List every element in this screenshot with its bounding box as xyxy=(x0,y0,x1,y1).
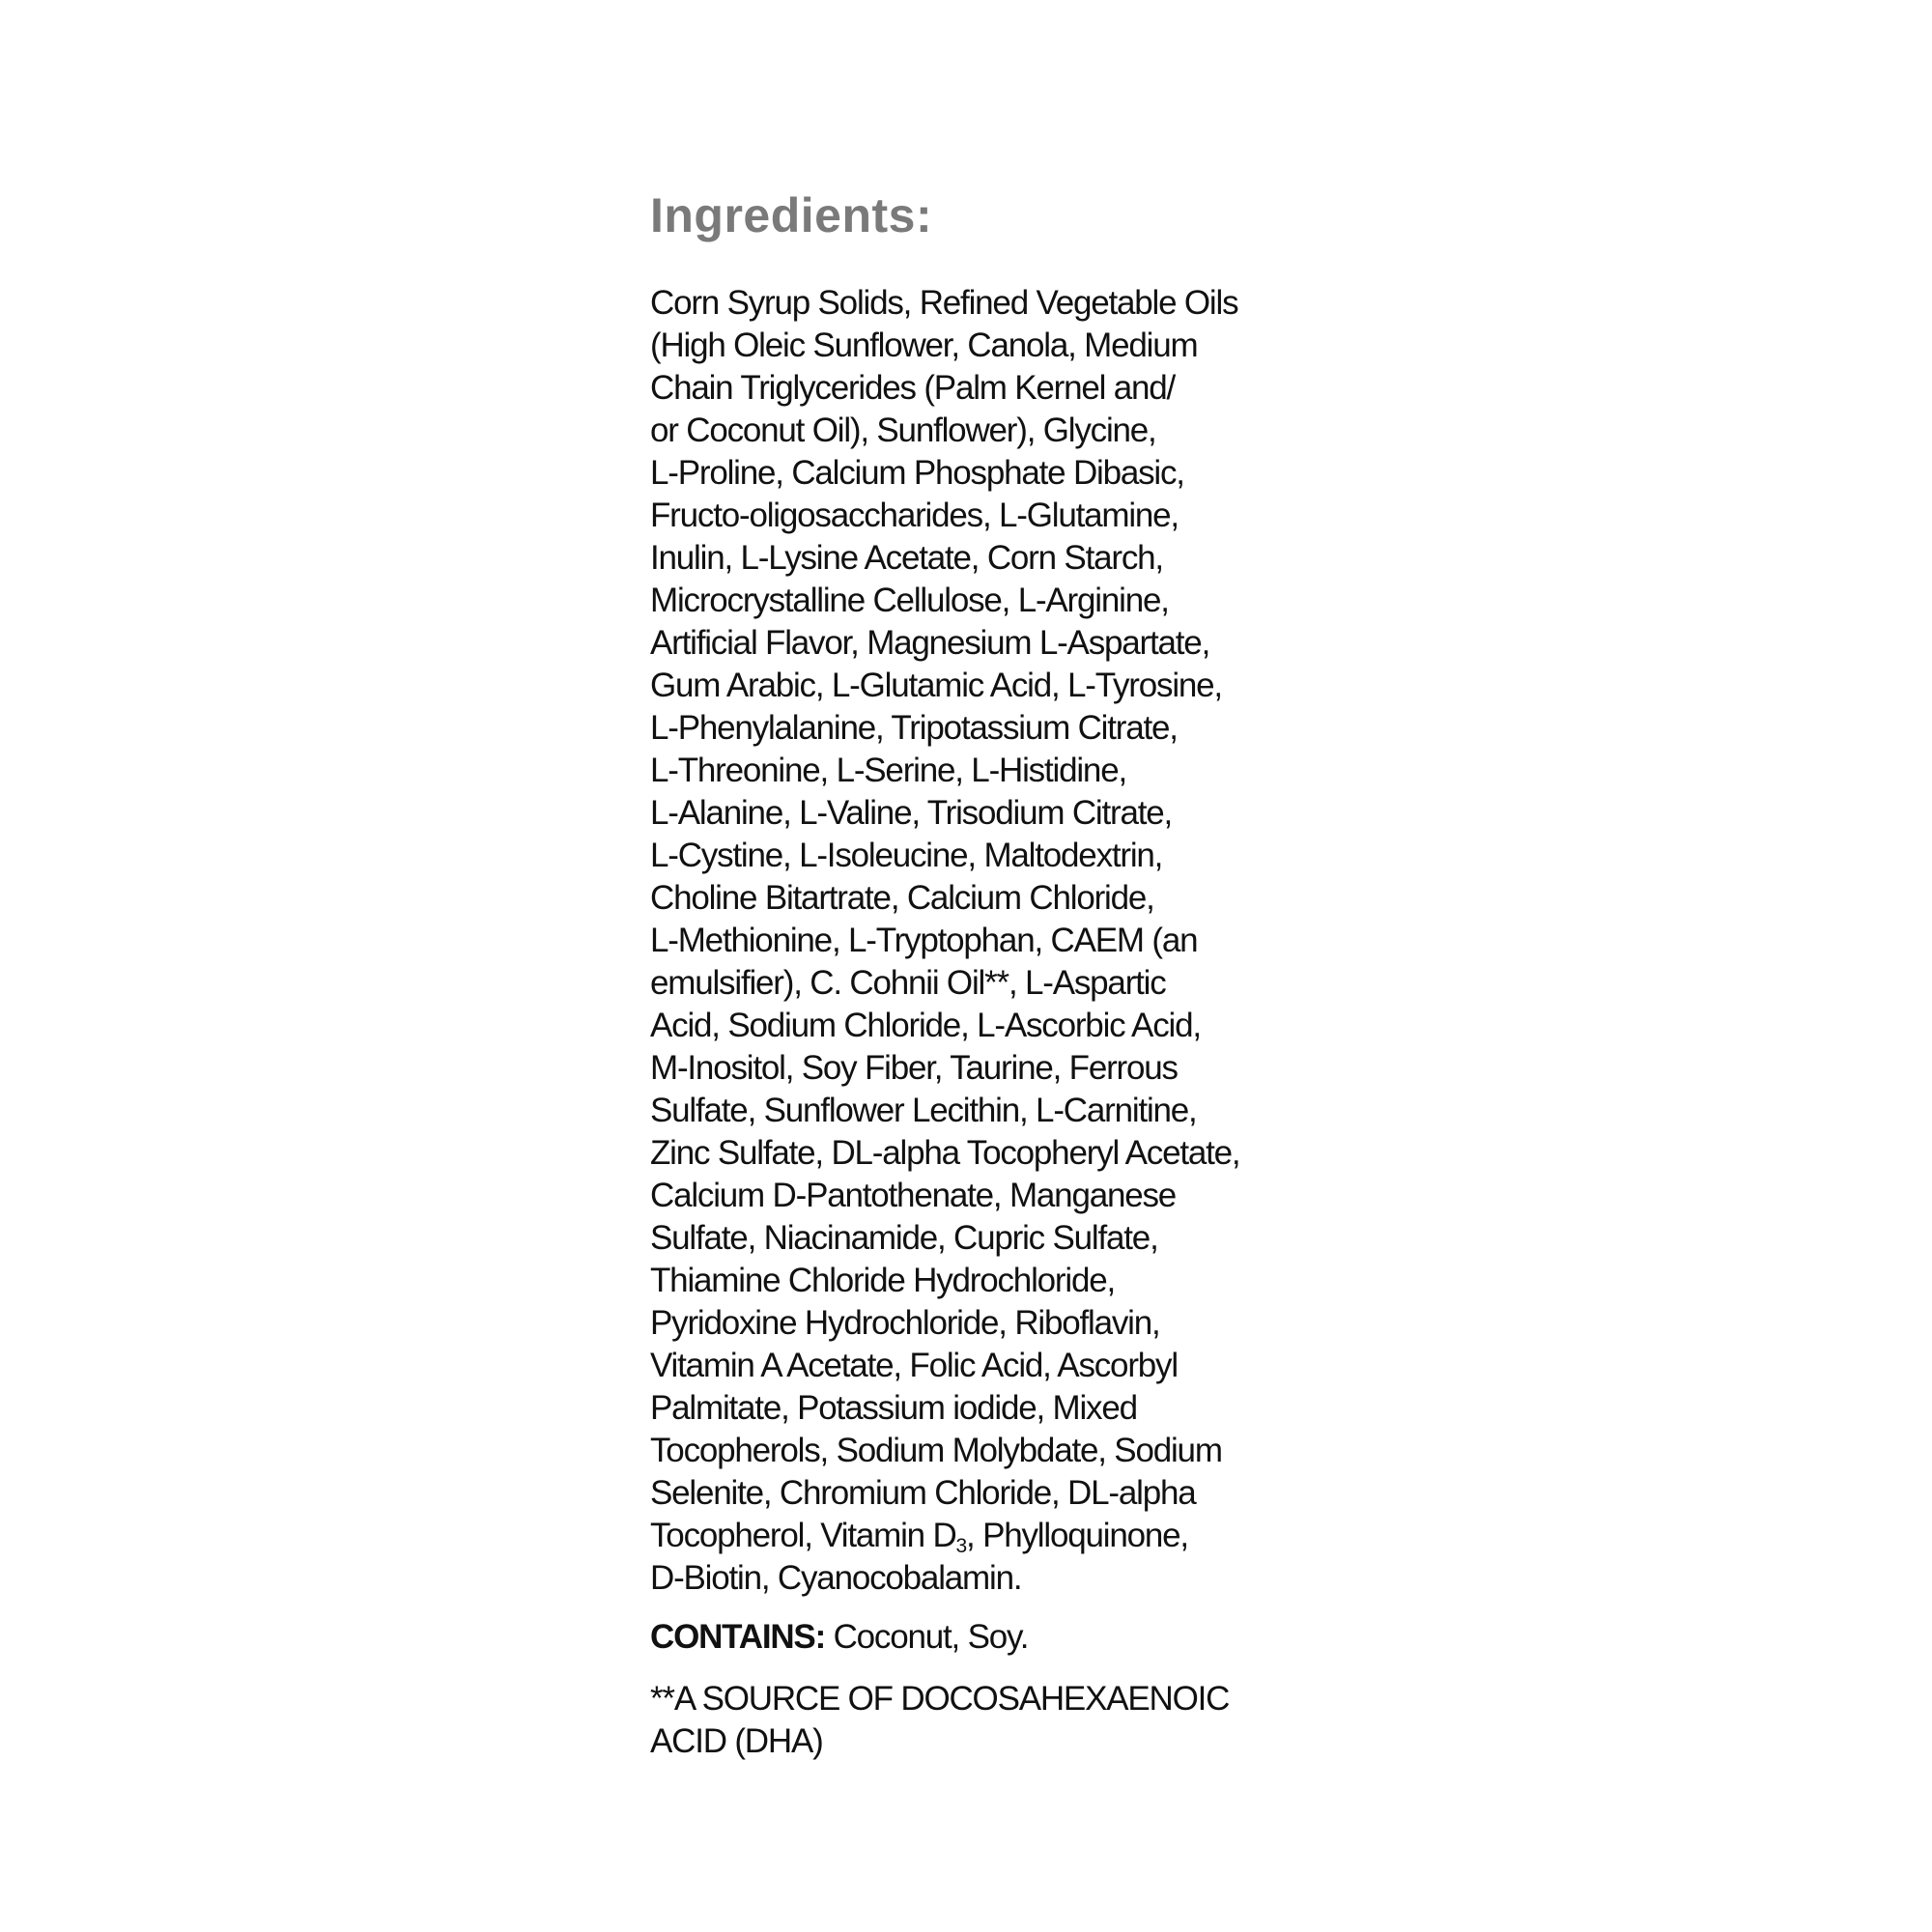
ingredient-line: D-Biotin, Cyanocobalamin. xyxy=(650,1559,1022,1597)
ingredient-line: L-Threonine, L-Serine, L-Histidine, xyxy=(650,752,1126,789)
vitamin-line-before: Tocopherol, Vitamin D xyxy=(650,1517,956,1554)
ingredient-line: Gum Arabic, L-Glutamic Acid, L-Tyrosine, xyxy=(650,667,1222,704)
ingredient-line: L-Proline, Calcium Phosphate Dibasic, xyxy=(650,454,1184,492)
vitamin-line-after: , Phylloquinone, xyxy=(966,1517,1188,1554)
ingredient-line: Sulfate, Niacinamide, Cupric Sulfate, xyxy=(650,1219,1158,1257)
ingredient-line: L-Cystine, L-Isoleucine, Maltodextrin, xyxy=(650,837,1163,874)
ingredient-line: Corn Syrup Solids, Refined Vegetable Oils xyxy=(650,284,1238,322)
ingredient-line: L-Alanine, L-Valine, Trisodium Citrate, xyxy=(650,794,1173,832)
ingredient-line: emulsifier), C. Cohnii Oil**, L-Aspartic xyxy=(650,964,1166,1002)
ingredient-line: Acid, Sodium Chloride, L-Ascorbic Acid, xyxy=(650,1007,1201,1044)
ingredient-line: Pyridoxine Hydrochloride, Riboflavin, xyxy=(650,1304,1160,1342)
ingredient-line: Sulfate, Sunflower Lecithin, L-Carnitine, xyxy=(650,1092,1197,1129)
ingredient-line: Fructo-oligosaccharides, L-Glutamine, xyxy=(650,497,1179,534)
ingredient-line: Choline Bitartrate, Calcium Chloride, xyxy=(650,879,1154,917)
ingredient-line: L-Methionine, L-Tryptophan, CAEM (an xyxy=(650,922,1198,959)
ingredient-line: Selenite, Chromium Chloride, DL-alpha xyxy=(650,1474,1196,1512)
ingredient-line: Calcium D-Pantothenate, Manganese xyxy=(650,1177,1177,1214)
ingredient-line: Inulin, L-Lysine Acetate, Corn Starch, xyxy=(650,539,1163,577)
ingredient-line: Tocopherols, Sodium Molybdate, Sodium xyxy=(650,1432,1222,1469)
ingredients-panel xyxy=(650,182,1346,1763)
vitamin-d-subscript: 3 xyxy=(955,1535,967,1557)
footnote-line: **A SOURCE OF DOCOSAHEXAENOIC xyxy=(650,1680,1230,1718)
ingredient-line: Microcrystalline Cellulose, L-Arginine, xyxy=(650,582,1169,619)
ingredient-line: L-Phenylalanine, Tripotassium Citrate, xyxy=(650,709,1178,747)
ingredients-list xyxy=(650,282,1346,1600)
ingredient-line: Palmitate, Potassium iodide, Mixed xyxy=(650,1389,1137,1427)
contains-value: Coconut, Soy. xyxy=(825,1618,1029,1656)
allergen-statement xyxy=(650,1616,1346,1659)
ingredient-line: Artificial Flavor, Magnesium L-Aspartate, xyxy=(650,624,1210,662)
ingredient-line: Chain Triglycerides (Palm Kernel and/ xyxy=(650,369,1176,407)
contains-label: CONTAINS: xyxy=(650,1618,826,1656)
ingredient-line-vitamin-d3 xyxy=(650,1515,1346,1557)
ingredient-line: (High Oleic Sunflower, Canola, Medium xyxy=(650,327,1198,364)
ingredient-line: M-Inositol, Soy Fiber, Taurine, Ferrous xyxy=(650,1049,1178,1087)
ingredients-heading: Ingredients: xyxy=(650,188,933,242)
footnote-line: ACID (DHA) xyxy=(650,1722,823,1760)
ingredient-line: Thiamine Chloride Hydrochloride, xyxy=(650,1262,1115,1299)
ingredient-line: Vitamin A Acetate, Folic Acid, Ascorbyl xyxy=(650,1347,1178,1384)
ingredient-line: Zinc Sulfate, DL-alpha Tocopheryl Acetate, xyxy=(650,1134,1240,1172)
dha-footnote xyxy=(650,1678,1346,1763)
ingredient-line: or Coconut Oil), Sunflower), Glycine, xyxy=(650,412,1156,449)
